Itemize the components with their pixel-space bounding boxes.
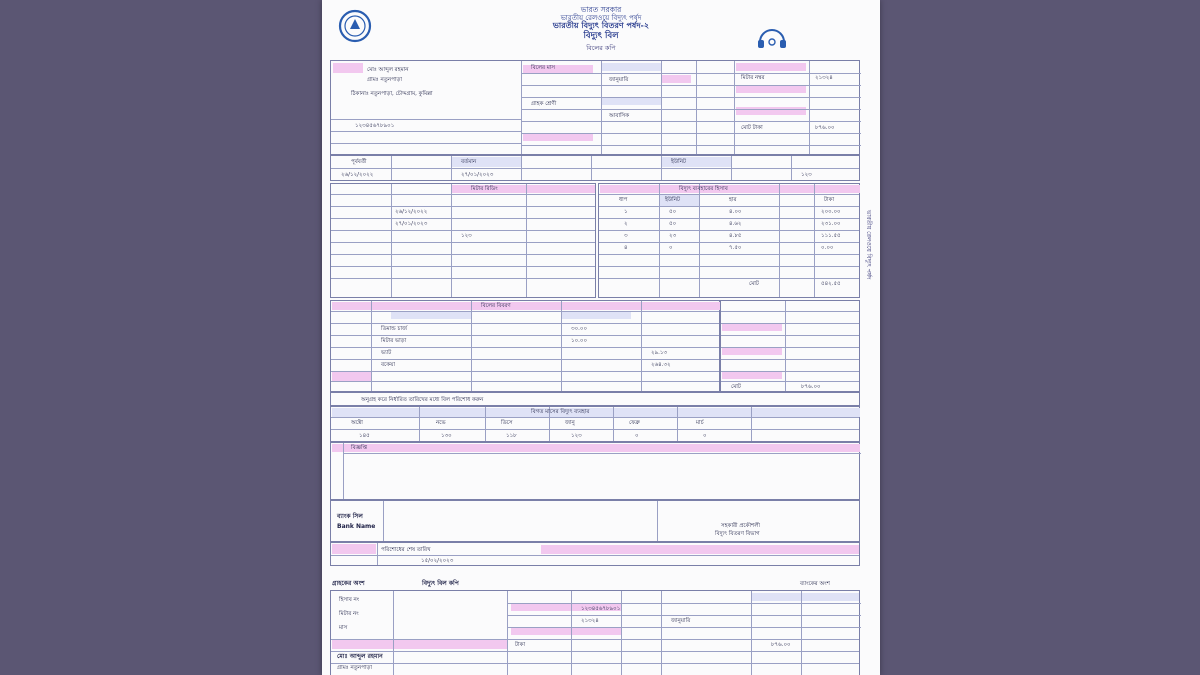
tariff-table — [598, 183, 860, 298]
tariff-r1-amount: ২০০.০০ — [821, 209, 841, 215]
history-month-3: ডিসে — [501, 420, 513, 426]
copy-label: বিলের কপি — [586, 44, 616, 52]
customer-address: ঠিকানাঃ নতুনপাড়া, চৌদ্দগ্রাম, কুমিল্লা — [351, 91, 433, 97]
bill-document — [322, 0, 880, 675]
tariff-header-step: ধাপ — [619, 197, 628, 203]
charges-grid — [330, 300, 720, 392]
tariff-r4-rate: ৭.৫০ — [729, 245, 742, 251]
tariff-title: বিদ্যুৎ ব্যবহারের হিসাব — [679, 186, 728, 192]
tariff-r3-amount: ১১১.৫৫ — [821, 233, 841, 239]
notice-title: বিজ্ঞপ্তি — [351, 445, 367, 451]
account-number: ১২৩৪৫৬৭৮৯০১ — [355, 123, 395, 129]
tariff-r2-amount: ২৩১.০০ — [821, 221, 841, 227]
counterfoil-customer-name: মোঃ আব্দুল রহমান — [337, 653, 383, 660]
header-line-3: ভারতীয় বিদ্যুৎ বিতরণ পর্ষদ-২ — [552, 21, 650, 30]
counterfoil-value-amount: ৮৭৬.০০ — [771, 642, 791, 648]
charge-arrear-label: বকেয়া — [381, 362, 395, 368]
history-units-4: ১২৩ — [571, 433, 582, 439]
reading-date-prev: ২৬/১২/২০২২ — [395, 209, 428, 215]
margin-note: ভারতীয় রেলওয়ে বিদ্যুৎ পর্ষদ — [865, 210, 872, 280]
tariff-r1-rate: ৪.০০ — [729, 209, 742, 215]
bank-signature-office: বিদ্যুৎ বিতরণ বিভাগ — [715, 531, 760, 537]
notice-strip — [330, 392, 860, 406]
reading-date-curr: ২৭/০১/২০২৩ — [395, 221, 428, 227]
history-month-5: ফেব্রু — [629, 420, 640, 426]
history-month-6: মার্চ — [696, 420, 704, 426]
history-units-3: ১১৮ — [506, 433, 517, 439]
counterfoil-field-amount: টাকা — [515, 642, 526, 648]
summary-value-class: আবাসিক — [609, 113, 630, 119]
summary-value-month: জানুয়ারি — [609, 77, 629, 83]
reading-prev-label: পূর্ববর্তী — [351, 159, 367, 165]
summary-value-meter: ২১৩২৪ — [815, 75, 833, 81]
tariff-r4-amount: ০.০০ — [821, 245, 834, 251]
tariff-header-unit: ইউনিট — [665, 197, 680, 203]
summary-label-class: গ্রাহক শ্রেণী — [531, 101, 557, 107]
summary-total-value: ৮৭৬.০০ — [815, 125, 835, 131]
counterfoil-customer-village: গ্রামঃ নতুনপাড়া — [337, 665, 372, 671]
reading-title: মিটার রিডিং — [471, 186, 498, 192]
tariff-r2-unit: ৫০ — [669, 221, 677, 227]
reading-unit-value: ১২৩ — [801, 172, 812, 178]
counterfoil-value-meter: ২১৩২৪ — [581, 618, 599, 624]
charge-arrear-value: ২৬৪.৩২ — [651, 362, 671, 368]
charge-vat-value: ২৯.১৩ — [651, 350, 668, 356]
bill-title: বিদ্যুৎ বিল — [583, 31, 619, 41]
history-units-2: ১৩০ — [441, 433, 452, 439]
bank-signature-title: সহকারী প্রকৌশলী — [721, 523, 760, 529]
tariff-subtotal-label: মোট — [749, 281, 759, 287]
history-title: বিগত মাসের বিদ্যুৎ ব্যবহার — [531, 409, 590, 415]
tariff-r2-step: ২ — [624, 221, 628, 227]
tariff-r3-rate: ৪.৮৫ — [729, 233, 742, 239]
tariff-r1-unit: ৫০ — [669, 209, 677, 215]
counterfoil-right-label: ব্যাংকের অংশ — [800, 581, 830, 587]
notice-text: অনুগ্রহ করে নির্ধারিত তারিখের মধ্যে বিল পরিশোধ করুন — [361, 397, 484, 403]
meter-reading-table — [330, 183, 596, 298]
charges-total-value: ৮৭৬.০০ — [801, 384, 821, 390]
bank-label-en: Bank Name — [337, 523, 376, 530]
tariff-r4-step: ৪ — [624, 245, 628, 251]
history-table — [330, 406, 860, 442]
counterfoil-value-account: ১২৩৪৫৬৭৮৯০১ — [581, 606, 621, 612]
history-month-1: অক্টো — [351, 420, 363, 426]
tariff-r3-unit: ২৩ — [669, 233, 677, 239]
charge-vat-label: ভ্যাট — [381, 350, 392, 356]
summary-label-meter: মিটার নম্বর — [741, 75, 765, 81]
reading-unit-label: ইউনিট — [671, 159, 686, 165]
bank-label: ব্যাংক সিল — [337, 513, 363, 520]
tariff-header-rate: হার — [729, 197, 737, 203]
counterfoil-subtitle: বিদ্যুৎ বিল কপি — [422, 580, 459, 587]
helpline-logo-icon — [754, 22, 790, 52]
counterfoil-title: গ্রাহকের অংশ — [332, 580, 365, 587]
customer-village: গ্রামঃ নতুনপাড়া — [367, 77, 402, 83]
counterfoil-field-month: মাস — [339, 625, 348, 631]
charges-total-label: মোট — [731, 384, 741, 390]
charges-summary — [720, 300, 860, 392]
tariff-r2-rate: ৪.৬২ — [729, 221, 742, 227]
summary-total-label: মোট টাকা — [741, 125, 763, 131]
due-date-value: ১৫/০২/২০২৩ — [421, 558, 454, 564]
reading-prev-value: ২৬/১২/২০২২ — [341, 172, 374, 178]
charge-meter-value: ১০.০০ — [571, 338, 588, 344]
history-units-5: ০ — [635, 433, 639, 439]
customer-name: মোঃ আব্দুল রহমান — [367, 67, 409, 73]
summary-label-month: বিলের মাস — [531, 65, 555, 71]
charge-demand-label: ডিমান্ড চার্জ — [381, 326, 407, 332]
notice-box — [330, 442, 860, 500]
charges-title: বিলের বিবরণ — [481, 303, 511, 309]
history-month-4: জানু — [565, 420, 575, 426]
history-units-6: ০ — [703, 433, 707, 439]
reading-curr-value: ২৭/০১/২০২৩ — [461, 172, 494, 178]
bill-header — [322, 0, 880, 60]
bank-box — [330, 500, 860, 542]
counterfoil-table — [330, 590, 860, 675]
tariff-r3-step: ৩ — [624, 233, 628, 239]
charge-demand-value: ৩০.০০ — [571, 326, 588, 332]
reading-strip — [330, 155, 860, 181]
header-line-2: ভারতীয় রেলওয়ে বিদ্যুৎ পর্ষদ — [560, 14, 642, 22]
due-date-strip — [330, 542, 860, 566]
reading-curr-label: বর্তমান — [461, 159, 477, 165]
reading-unit-count: ১২৩ — [461, 233, 472, 239]
counterfoil-value-month: জানুয়ারি — [671, 618, 691, 624]
tariff-r4-unit: ০ — [669, 245, 673, 251]
counterfoil-field-meter: মিটার নং — [339, 611, 359, 617]
counterfoil-field-account: হিসাব নং — [339, 597, 360, 603]
charge-meter-label: মিটার ভাড়া — [381, 338, 407, 344]
tariff-r1-step: ১ — [624, 209, 628, 215]
due-date-label: পরিশোধের শেষ তারিখ — [381, 547, 431, 553]
history-units-1: ১৪৫ — [359, 433, 370, 439]
history-month-2: নভে — [436, 420, 446, 426]
header-line-1: ভারত সরকার — [580, 5, 622, 14]
tariff-subtotal-value: ৫৪২.৫৫ — [821, 281, 841, 287]
customer-block — [330, 60, 860, 155]
tariff-header-amount: টাকা — [824, 197, 835, 203]
